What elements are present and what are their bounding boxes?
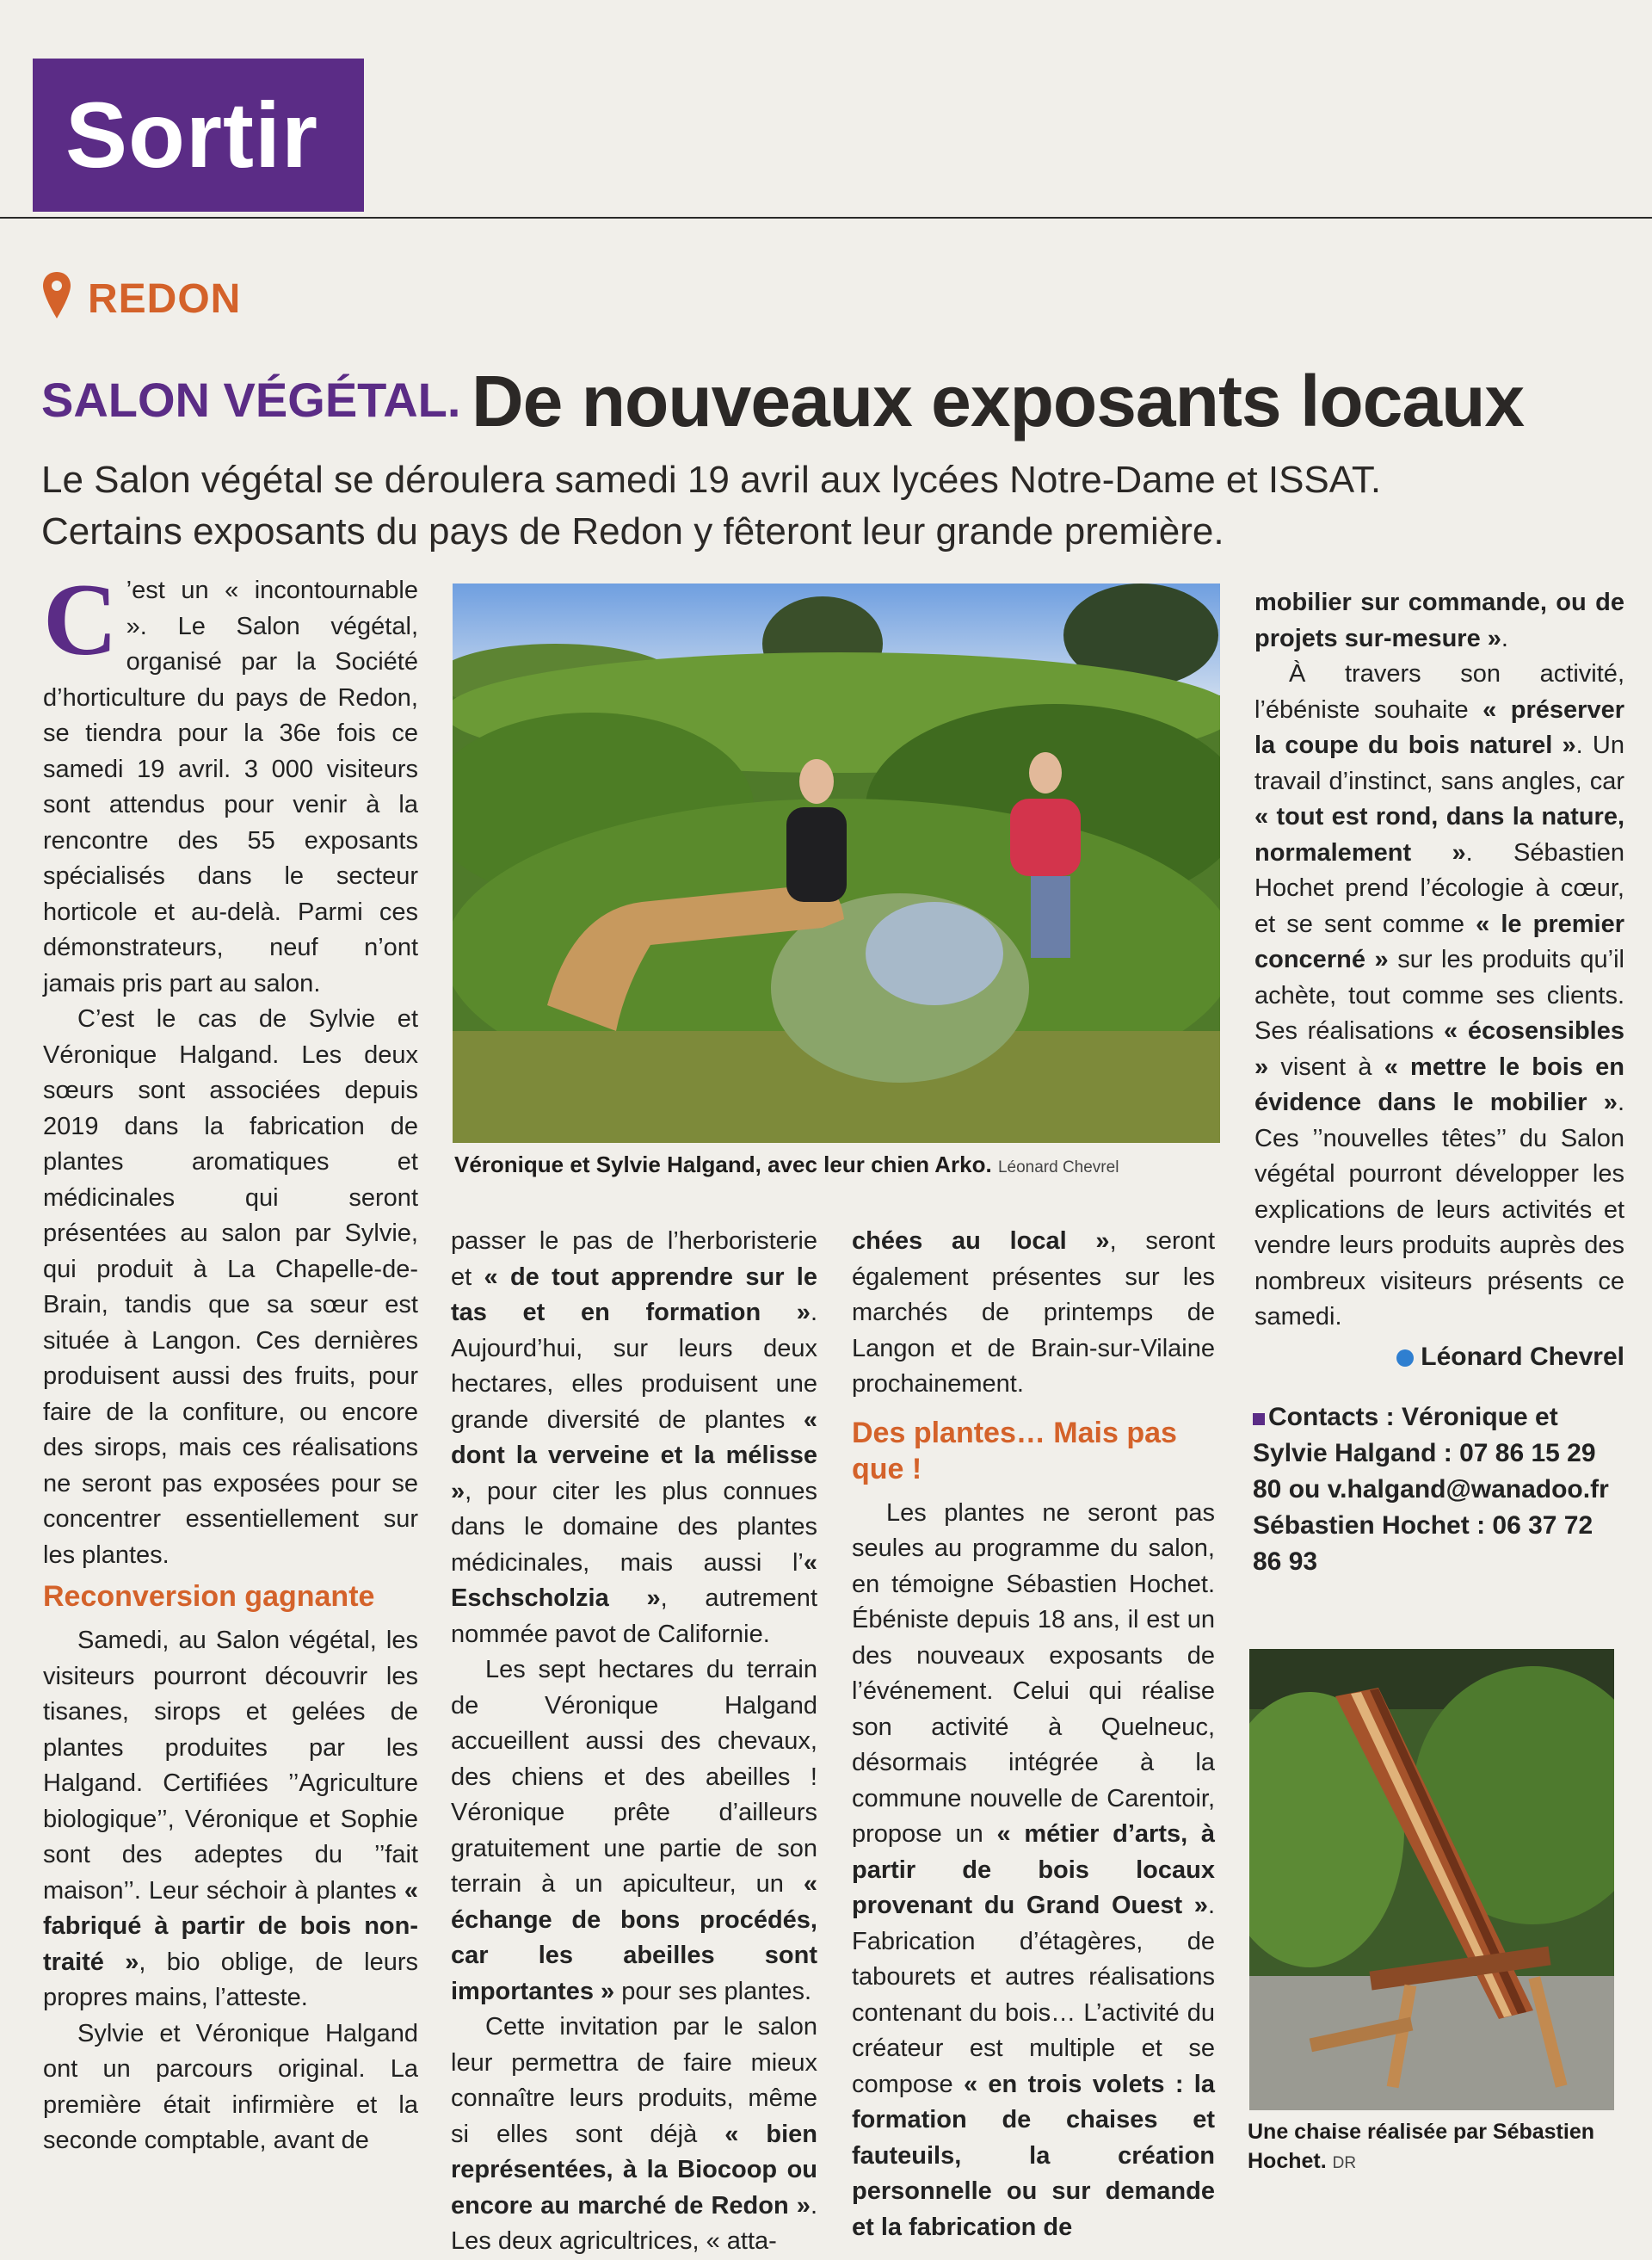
author-signature: Léonard Chevrel [1254,1339,1624,1375]
square-bullet-icon [1253,1413,1265,1425]
paragraph: chées au local », seront également présentes sur les marchés de printemps de Langon et de Brain-sur-Vilaine prochainement. [852,1227,1215,1398]
chair-photo-illustration [1249,1649,1614,2110]
paragraph: Les sept hectares du terrain de Véronique Halgand accueillent aussi des chevaux, des chiens et des abeilles ! Véronique prête d’ailleurs gratuitement une partie de son terrain à un apiculteur, un « échange de bons procédés, car les abeilles sont importantes » pour ses plantes. [451,1656,817,2005]
standfirst-line-2: Certains exposants du pays de Redon y fêteront leur grande première. [41,510,1224,553]
location-pin-icon [41,270,72,320]
paragraph: C ’est un « incontournable ». Le Salon végétal, organisé par la Société d’horticulture du pays de Redon, se tiendra pour la 36e fois ce samedi 19 avril. 3 000 visiteurs sont attendus pour venir à la rencontre des 55 exposants spécialisés dans le secteur horticole et au-delà. Parmi ces démonstrateurs, neuf n’ont jamais pris part au salon. [43,562,418,997]
drop-cap: C [43,562,118,676]
photo-halgand-sisters [453,584,1220,1143]
column-2 [451,1224,817,2260]
paragraph: Samedi, au Salon végétal, les visiteurs pourront découvrir les tisanes, sirops et gelées de plantes produites par les Halgand. Certifiées ’’Agriculture biologique’’, Véronique et Sophie sont des adeptes du ’’fait maison’’. Leur séchoir à plantes « fabriqué à partir de bois non-traité », bio oblige, de leurs propres mains, l’atteste. [43,1627,418,2011]
paragraph: passer le pas de l’herboristerie et « de tout apprendre sur le tas et en formation ». Aujourd’hui, sur leurs deux hectares, elles produisent une grande diversité de plantes « dont la verveine et la mélisse », pour citer les plus connues dans le domaine des plantes médicinales, mais aussi l’« Eschscholzia », autrement nommée pavot de Californie. [451,1227,817,1648]
paragraph: À travers son activité, l’ébéniste souhaite « préserver la coupe du bois naturel ». Un travail d’instinct, sans angles, car « tout est rond, dans la nature, normalement ». Sébastien Hochet prend l’écologie à cœur, et se sent comme « le premier concerné » sur les produits qu’il achète, tout comme ses clients. Ses réalisations « écosensibles » visent à « mettre le bois en évidence dans le mobilier ». Ces ’’nouvelles têtes’’ du Salon végétal pourront développer les explications de leurs activités et vendre leurs produits auprès des nombreux visiteurs présents ce samedi. [1254,660,1625,1331]
paragraph: C’est le cas de Sylvie et Véronique Halgand. Les deux sœurs sont associées depuis 2019 dans la fabrication de plantes aromatiques et médicinales qui seront présentées au salon par Sylvie, qui produit à La Chapelle-de-Brain, tandis que sa sœur est située à Langon. Ces dernières produisent aussi des fruits, pour faire de la confiture, ou encore des sirops, mais ces réalisations ne seront pas exposées pour se concentrer essentiellement sur les plantes. [43,1005,418,1569]
paragraph: Sylvie et Véronique Halgand ont un parcours original. La première était infirmière et la seconde comptable, avant de [43,2019,418,2154]
column-1 [43,562,418,2159]
photo-chair [1249,1649,1614,2110]
column-3 [852,1224,1215,2245]
headline: De nouveaux exposants locaux [472,361,1525,442]
photo-caption-1: Véronique et Sylvie Halgand, avec leur chien Arko. Léonard Chevrel [454,1152,1119,1177]
paragraph: mobilier sur commande, ou de projets sur-mesure ». [1254,589,1624,652]
header-rule [0,217,1652,219]
section-banner: Sortir [33,59,364,212]
kicker: SALON VÉGÉTAL. [41,373,461,427]
column-4 [1254,585,1624,1374]
bullet-dot-icon [1396,1349,1414,1367]
paragraph: Cette invitation par le salon leur permettra de faire mieux connaître leurs produits, même si elles sont déjà « bien représentées, à la Biocoop ou encore au marché de Redon ». Les deux agricultrices, « atta- [451,2013,817,2255]
subhead-reconversion: Reconversion gagnante [43,1580,375,1613]
photo-credit: Léonard Chevrel [997,1158,1119,1176]
location-label: REDON [88,276,242,322]
paragraph: Les plantes ne seront pas seules au programme du salon, en témoigne Sébastien Hochet. Ébéniste depuis 18 ans, il est un des nouveaux exposants de l’événement. Celui qui réalise son activité à Quelneuc, désormais intégrée à la commune nouvelle de Carentoir, propose un « métier d’arts, à partir de bois locaux provenant du Grand Ouest ». Fabrication d’étagères, de tabourets et autres réalisations contenant du bois… L’activité du créateur est multiple et se compose « en trois volets : la formation de chaises et fauteuils, la création personnelle ou sur demande et la fabrication de [852,1498,1216,2241]
subhead-plantes: Des plantes… Mais pas que ! [852,1416,1177,1485]
standfirst-line-1: Le Salon végétal se déroulera samedi 19 avril aux lycées Notre-Dame et ISSAT. [41,459,1382,501]
garden-photo-illustration [453,584,1220,1143]
contacts-box: Contacts : Véronique et Sylvie Halgand : 07 86 15 29 80 ou v.halgand@wanadoo.fr Sébastien Hochet : 06 37 72 86 93 [1253,1403,1609,1576]
standfirst [41,454,1642,558]
photo-credit: DR [1332,2154,1357,2172]
photo-caption-2: Une chaise réalisée par Sébastien Hochet. DR [1248,2120,1594,2173]
